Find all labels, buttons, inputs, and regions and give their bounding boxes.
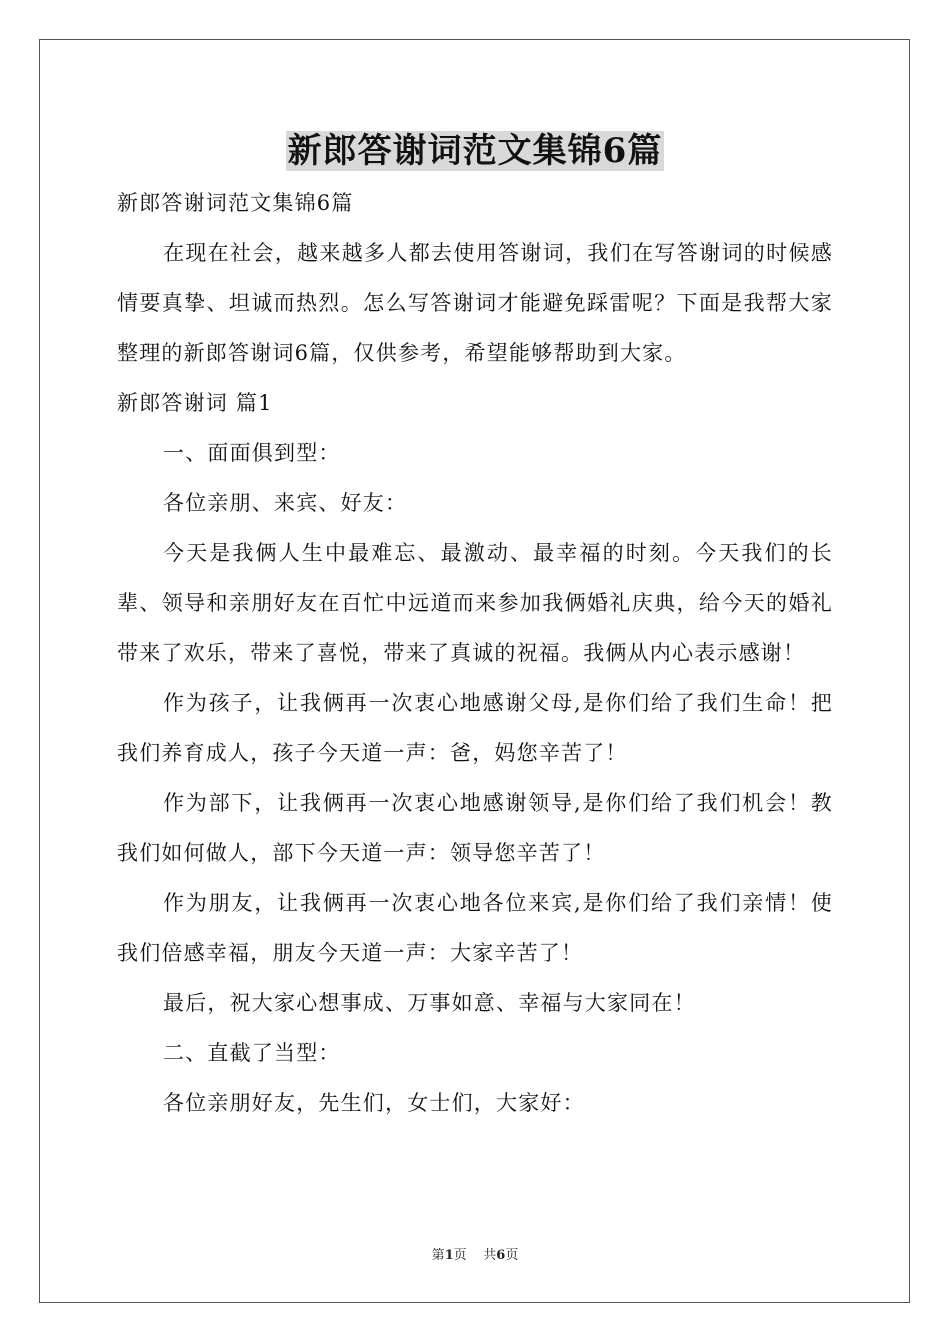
- document-title: [0, 128, 950, 174]
- footer-page-mid: 页 共: [453, 1248, 497, 1263]
- paragraph: 二、直截了当型：: [163, 1041, 341, 1065]
- footer-page-total: 6: [496, 1248, 506, 1263]
- paragraph: 今天是我俩人生中最难忘、最激动、最幸福的时刻。今天我们的长辈、领导和亲朋好友在百忙中远道而来参加我俩婚礼庆典，给今天的婚礼带来了欢乐，带来了喜悦，带来了真诚的祝福。我俩从内心表示感谢！: [117, 541, 833, 665]
- paragraph: 各位亲朋好友，先生们，女士们，大家好：: [163, 1091, 585, 1115]
- document-body: [117, 178, 833, 1128]
- footer-page-prefix: 第: [431, 1248, 445, 1263]
- page-footer: [0, 1246, 950, 1266]
- paragraph: 作为部下，让我俩再一次衷心地感谢领导,是你们给了我们机会！教我们如何做人，部下今天道一声：领导您辛苦了！: [117, 791, 833, 865]
- paragraph-intro: 在现在社会，越来越多人都去使用答谢词，我们在写答谢词的时候感情要真挚、坦诚而热烈。怎么写答谢词才能避免踩雷呢？下面是我帮大家整理的新郎答谢词6篇，仅供参考，希望能够帮助到大家。: [117, 241, 833, 365]
- section-heading: 新郎答谢词 篇1: [117, 391, 273, 415]
- document-title-text: 新郎答谢词范文集锦6篇: [287, 131, 663, 171]
- paragraph: 最后，祝大家心想事成、万事如意、幸福与大家同在！: [163, 991, 696, 1015]
- paragraph: 一、面面俱到型：: [163, 441, 341, 465]
- paragraph: 作为朋友，让我俩再一次衷心地各位来宾,是你们给了我们亲情！使我们倍感幸福，朋友今天道一声：大家辛苦了！: [117, 891, 833, 965]
- footer-page-suffix: 页: [505, 1248, 519, 1263]
- paragraph: 各位亲朋、来宾、好友：: [163, 491, 408, 515]
- paragraph: 作为孩子，让我俩再一次衷心地感谢父母,是你们给了我们生命！把我们养育成人，孩子今天道一声：爸，妈您辛苦了！: [117, 691, 833, 765]
- footer-page-current: 1: [444, 1248, 454, 1263]
- paragraph-subtitle: 新郎答谢词范文集锦6篇: [117, 191, 354, 215]
